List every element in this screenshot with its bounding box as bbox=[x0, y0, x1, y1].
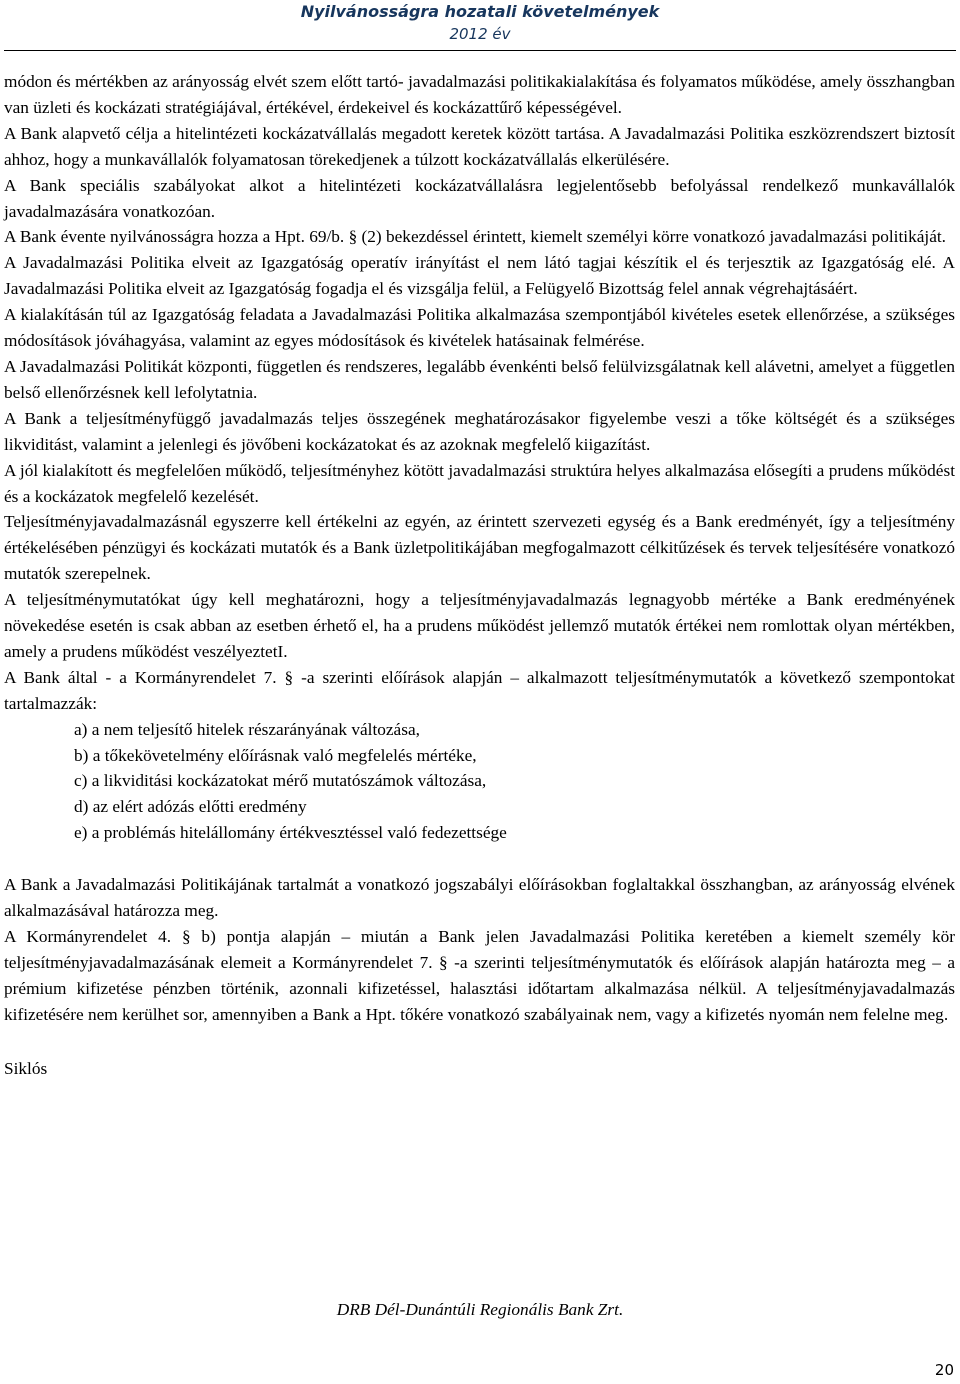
signature-place: Siklós bbox=[4, 1058, 48, 1078]
list-item: c) a likviditási kockázatokat mérő mutatószámok változása, bbox=[74, 771, 487, 791]
page-number: 20 bbox=[934, 1361, 954, 1379]
header-title: Nyilvánosságra hozatali követelmények bbox=[300, 2, 660, 21]
header-divider bbox=[4, 50, 956, 51]
list-item: e) a problémás hitelállomány értékvesztéssel való fedezettsége bbox=[74, 823, 507, 843]
performance-indicator-list bbox=[4, 717, 955, 847]
paragraph: A Bank által - a Kormányrendelet 7. § -a szerinti előírások alapján – alkalmazott teljesítménymutatók a következő szempontokat tartalmazzák: bbox=[4, 667, 955, 713]
list-item: a) a nem teljesítő hitelek részarányának változása, bbox=[74, 719, 420, 739]
list-item: b) a tőkekövetelmény előírásnak való megfelelés mértéke, bbox=[74, 745, 477, 765]
paragraph: A Bank alapvető célja a hitelintézeti kockázatvállalás megadott keretek között tartása. A Javadalmazási Politika eszközrendszert biztosít ahhoz, hogy a munkavállalók folyamatosan törekedjenek a túlzott kockázatvállalás elkerülésére. bbox=[4, 123, 955, 169]
list-item: d) az elért adózás előtti eredmény bbox=[74, 797, 307, 817]
document-body bbox=[4, 69, 955, 1082]
paragraph: A Bank a Javadalmazási Politikájának tartalmát a vonatkozó jogszabályi előírásokban foglaltakkal összhangban, az arányosság elvének alkalmazásával határozza meg. bbox=[4, 875, 955, 921]
paragraph: Teljesítményjavadalmazásnál egyszerre kell értékelni az egyén, az érintett szervezeti egység és a Bank eredményét, így a teljesítmény értékelésében pénzügyi és kockázati mutatók és a Bank üzletpolitikájában megfogalmazott célkitűzések és tervek teljesítésére vonatkozó mutatók szerepelnek. bbox=[4, 512, 955, 584]
paragraph: A Bank a teljesítményfüggő javadalmazás teljes összegének meghatározásakor figyelembe veszi a tőke költségét és a szükséges likviditást, valamint a jelenlegi és jövőbeni kockázatokat és az azoknak megfelelő kiigazítást. bbox=[4, 408, 955, 454]
paragraph: A Bank speciális szabályokat alkot a hitelintézeti kockázatvállalásra legjelentősebb befolyással rendelkező munkavállalók javadalmazására vonatkozóan. bbox=[4, 175, 955, 221]
paragraph: A teljesítménymutatókat úgy kell meghatározni, hogy a teljesítményjavadalmazás legnagyobb mértéke a Bank eredményének növekedése esetén is csak abban az esetben érhető el, ha a prudens működést jellemző mutatók értékei nem romlottak olyan mértékben, amely a prudens működést veszélyeztetI. bbox=[4, 590, 955, 661]
paragraph: A Javadalmazási Politika elveit az Igazgatóság operatív irányítást el nem látó tagjai készítik el és terjesztik az Igazgatóság elé. A Javadalmazási Politika elveit az Igazgatóság fogadja el és vizsgálja felül, a Felügyelő Bizottság felel annak végrehajtásáért. bbox=[4, 253, 955, 299]
paragraph: módon és mértékben az arányosság elvét szem előtt tartó- javadalmazási politikakialakítása és folyamatos működése, amely összhangban van üzleti és kockázati stratégiájával, értékével, érdekeivel és kockázattűrő képességével. bbox=[4, 72, 955, 117]
paragraph: A Kormányrendelet 4. § b) pontja alapján – miután a Bank jelen Javadalmazási Politika keretében a kiemelt személy kör teljesítményjavadalmazásának elemeit a Kormányrendelet 7. § -a szerinti teljesítménymutatók és előírások alapján határozta meg – a prémium kifizetése pénzben történik, azonnali kifizetéssel, halasztási időtartam alkalmazása nélkül. A teljesítményjavadalmazás kifizetésére nem kerülhet sor, amennyiben a Bank a Hpt. tőkére vonatkozó szabályainak nem, vagy a kifizetés nyomán nem felelne meg. bbox=[4, 927, 955, 1024]
paragraph: A kialakításán túl az Igazgatóság feladata a Javadalmazási Politika alkalmazása szempontjából kivételes esetek ellenőrzése, a szükséges módosítások jóváhagyása, valamint az egyes módosítások és kivételek hatásainak felmérése. bbox=[4, 305, 955, 351]
paragraph: A Javadalmazási Politikát központi, független és rendszeres, legalább évenkénti belső felülvizsgálatnak kell alávetni, amelyet a független belső ellenőrzésnek kell lefolytatnia. bbox=[4, 356, 955, 402]
header-year: 2012 év bbox=[449, 25, 511, 43]
paragraph: A jól kialakított és megfelelően működő, teljesítményhez kötött javadalmazási struktúra helyes alkalmazása elősegíti a prudens működést és a kockázatok megfelelő kezelését. bbox=[4, 460, 955, 506]
page-footer: DRB Dél-Dunántúli Regionális Bank Zrt. bbox=[336, 1300, 624, 1319]
blank-line bbox=[4, 846, 955, 872]
paragraph: A Bank évente nyilvánosságra hozza a Hpt. 69/b. § (2) bekezdéssel érintett, kiemelt személyi körre vonatkozó javadalmazási politikáját. bbox=[4, 227, 946, 247]
